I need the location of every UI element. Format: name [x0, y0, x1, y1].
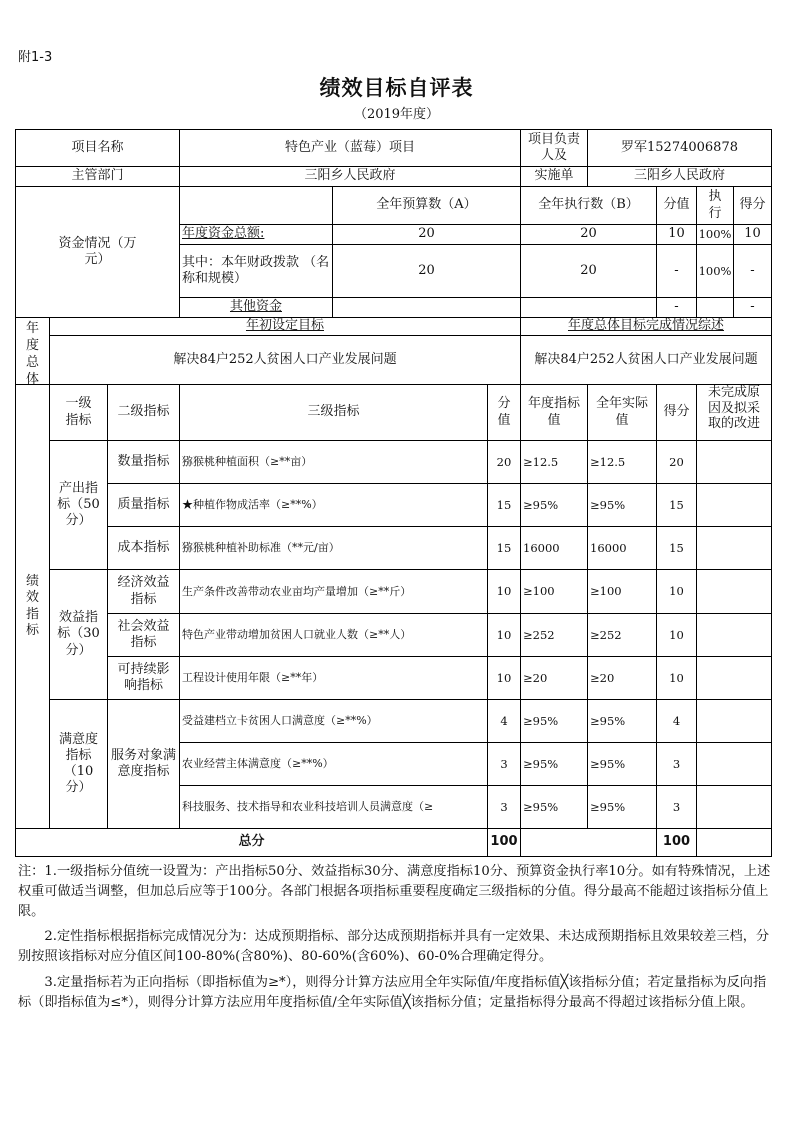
score-cell: 10 — [656, 656, 697, 700]
dept-label: 主管部门 — [15, 166, 180, 187]
funds-row-fiscal-exec-rate: 100% — [696, 244, 734, 298]
funds-row-total-score-value: 10 — [656, 224, 697, 245]
score-value-cell: 10 — [487, 656, 521, 700]
actual-cell: ≥252 — [587, 613, 657, 657]
project-manager-label: 项目负责人及 — [520, 129, 588, 167]
level1-satisfaction: 满意度指标（10分） — [49, 699, 108, 829]
level3-cell: 生产条件改善带动农业亩均产量增加（≥**斤） — [179, 569, 488, 614]
note-3: 3.定量指标若为正向指标（即指标值为≥*），则得分计算方法应用全年实际值/年度指标值╳该指标分值；若定量指标为反向指标（即指标值为≤*），则得分计算方法应用年度指标值/全年实际值╳该指标分值；定量指标得分最高不得超过该指标分值上限。 — [18, 974, 767, 1010]
reason-cell — [696, 440, 772, 484]
level3-cell: ★种植作物成活率（≥**%） — [179, 483, 488, 527]
target-cell: ≥12.5 — [520, 440, 588, 484]
funds-row-total-score: 10 — [733, 224, 772, 245]
indicators-side-label: 绩效指标 — [15, 384, 50, 829]
header-score: 得分 — [656, 384, 697, 441]
funds-row-other-score-value: - — [656, 297, 697, 318]
reason-cell — [696, 483, 772, 527]
target-cell: 16000 — [520, 526, 588, 570]
header-reason: 未完成原因及拟采取的改进 — [696, 384, 772, 441]
actual-cell: 16000 — [587, 526, 657, 570]
level2-quantity: 数量指标 — [107, 440, 180, 484]
score-cell: 15 — [656, 483, 697, 527]
actual-cell: ≥12.5 — [587, 440, 657, 484]
project-manager-value: 罗军15274006878 — [587, 129, 772, 167]
funds-row-total-budget: 20 — [332, 224, 521, 245]
note-1: 注：1.一级指标分值统一设置为：产出指标50分、效益指标30分、满意度指标10分、预算资金执行率10分。如有特殊情况，上述权重可做适当调整，但加总后应等于100分。各部门根据各项指标重要程度确定三级指标的分值。得分最高不能超过该指标分值上限。 — [18, 864, 771, 919]
actual-cell: ≥95% — [587, 785, 657, 829]
level2-sustainable: 可持续影响指标 — [107, 656, 180, 700]
reason-cell — [696, 785, 772, 829]
target-cell: ≥95% — [520, 699, 588, 743]
level3-cell: 特色产业带动增加贫困人口就业人数（≥**人） — [179, 613, 488, 657]
funds-row-total-label: 年度资金总额: — [179, 224, 333, 245]
actual-cell: ≥20 — [587, 656, 657, 700]
total-label: 总分 — [15, 828, 488, 857]
target-cell: ≥95% — [520, 785, 588, 829]
initial-goal-label: 年初设定目标 — [49, 317, 521, 336]
score-value-cell: 20 — [487, 440, 521, 484]
target-cell: ≥252 — [520, 613, 588, 657]
funds-header-budget: 全年预算数（A） — [332, 186, 521, 225]
impl-unit-value: 三阳乡人民政府 — [587, 166, 772, 187]
target-cell: ≥20 — [520, 656, 588, 700]
funds-row-total-executed: 20 — [520, 224, 657, 245]
funds-row-other-exec-rate — [696, 297, 734, 318]
actual-cell: ≥95% — [587, 483, 657, 527]
funds-row-total-exec-rate: 100% — [696, 224, 734, 245]
score-cell: 20 — [656, 440, 697, 484]
header-level3: 三级指标 — [179, 384, 488, 441]
level1-benefit: 效益指标（30分） — [49, 569, 108, 700]
goal-summary-value: 解决84户252人贫困人口产业发展问题 — [520, 335, 772, 385]
header-level2: 二级指标 — [107, 384, 180, 441]
actual-cell: ≥95% — [587, 699, 657, 743]
actual-cell: ≥100 — [587, 569, 657, 614]
page-title: 绩效目标自评表 — [319, 76, 474, 100]
appendix-label: 附1-3 — [18, 50, 53, 65]
level3-cell: 工程设计使用年限（≥**年） — [179, 656, 488, 700]
funds-row-fiscal-score: - — [733, 244, 772, 298]
funds-row-other-label: 其他资金 — [179, 297, 333, 318]
funds-row-fiscal-executed: 20 — [520, 244, 657, 298]
funds-header-exec-rate: 执行 — [696, 186, 734, 225]
funds-header-blank — [179, 186, 333, 225]
funds-row-other-budget — [332, 297, 521, 318]
score-cell: 4 — [656, 699, 697, 743]
page-subtitle: （2019年度） — [353, 107, 440, 122]
header-target: 年度指标值 — [520, 384, 588, 441]
target-cell: ≥95% — [520, 742, 588, 786]
funds-row-fiscal-label: 其中：本年财政拨款 （名称和规模） — [179, 244, 333, 298]
score-value-cell: 4 — [487, 699, 521, 743]
project-name-label: 项目名称 — [15, 129, 180, 167]
level2-economic: 经济效益指标 — [107, 569, 180, 614]
score-cell: 10 — [656, 569, 697, 614]
header-level1: 一级指标 — [49, 384, 108, 441]
score-value-cell: 10 — [487, 613, 521, 657]
project-name-value: 特色产业（蓝莓）项目 — [179, 129, 521, 167]
level3-cell: 猕猴桃种植面积（≥**亩） — [179, 440, 488, 484]
notes-section — [18, 862, 778, 1019]
level1-output: 产出指标（50分） — [49, 440, 108, 570]
funds-header-executed: 全年执行数（B） — [520, 186, 657, 225]
funds-row-other-executed — [520, 297, 657, 318]
level3-cell: 科技服务、技术指导和农业科技培训人员满意度（≥ — [179, 785, 488, 829]
funds-header-score: 得分 — [733, 186, 772, 225]
score-cell: 3 — [656, 785, 697, 829]
level2-social: 社会效益指标 — [107, 613, 180, 657]
level2-cost: 成本指标 — [107, 526, 180, 570]
initial-goal-value: 解决84户252人贫困人口产业发展问题 — [49, 335, 521, 385]
level2-service-satisfaction: 服务对象满意度指标 — [107, 699, 180, 829]
score-value-cell: 15 — [487, 483, 521, 527]
level3-cell: 受益建档立卡贫困人口满意度（≥**%） — [179, 699, 488, 743]
total-reason-blank — [696, 828, 772, 857]
goal-summary-label: 年度总体目标完成情况综述 — [520, 317, 772, 336]
reason-cell — [696, 742, 772, 786]
score-cell: 15 — [656, 526, 697, 570]
actual-cell: ≥95% — [587, 742, 657, 786]
funds-label: 资金情况（万元） — [15, 186, 180, 318]
reason-cell — [696, 569, 772, 614]
header-score-value: 分值 — [487, 384, 521, 441]
dept-value: 三阳乡人民政府 — [179, 166, 521, 187]
reason-cell — [696, 613, 772, 657]
score-value-cell: 10 — [487, 569, 521, 614]
target-cell: ≥100 — [520, 569, 588, 614]
header-actual: 全年实际值 — [587, 384, 657, 441]
score-cell: 10 — [656, 613, 697, 657]
target-cell: ≥95% — [520, 483, 588, 527]
reason-cell — [696, 526, 772, 570]
total-score: 100 — [656, 828, 697, 857]
level2-quality: 质量指标 — [107, 483, 180, 527]
note-2: 2.定性指标根据指标完成情况分为：达成预期指标、部分达成预期指标并具有一定效果、未达成预期指标且效果较差三档，分别按照该指标对应分值区间100-80%(含80%)、80-60%(含60%)、60-0%合理确定得分。 — [18, 929, 770, 965]
score-value-cell: 3 — [487, 785, 521, 829]
score-cell: 3 — [656, 742, 697, 786]
score-value-cell: 15 — [487, 526, 521, 570]
funds-row-fiscal-budget: 20 — [332, 244, 521, 298]
reason-cell — [696, 656, 772, 700]
score-value-cell: 3 — [487, 742, 521, 786]
annual-goal-side-label: 年度总体 — [15, 317, 50, 385]
impl-unit-label: 实施单 — [520, 166, 588, 187]
level3-cell: 猕猴桃种植补助标准（**元/亩） — [179, 526, 488, 570]
total-blank — [520, 828, 657, 857]
level3-cell: 农业经营主体满意度（≥**%） — [179, 742, 488, 786]
funds-row-fiscal-score-value: - — [656, 244, 697, 298]
funds-header-score-value: 分值 — [656, 186, 697, 225]
funds-row-other-score: - — [733, 297, 772, 318]
reason-cell — [696, 699, 772, 743]
total-score-value: 100 — [487, 828, 521, 857]
